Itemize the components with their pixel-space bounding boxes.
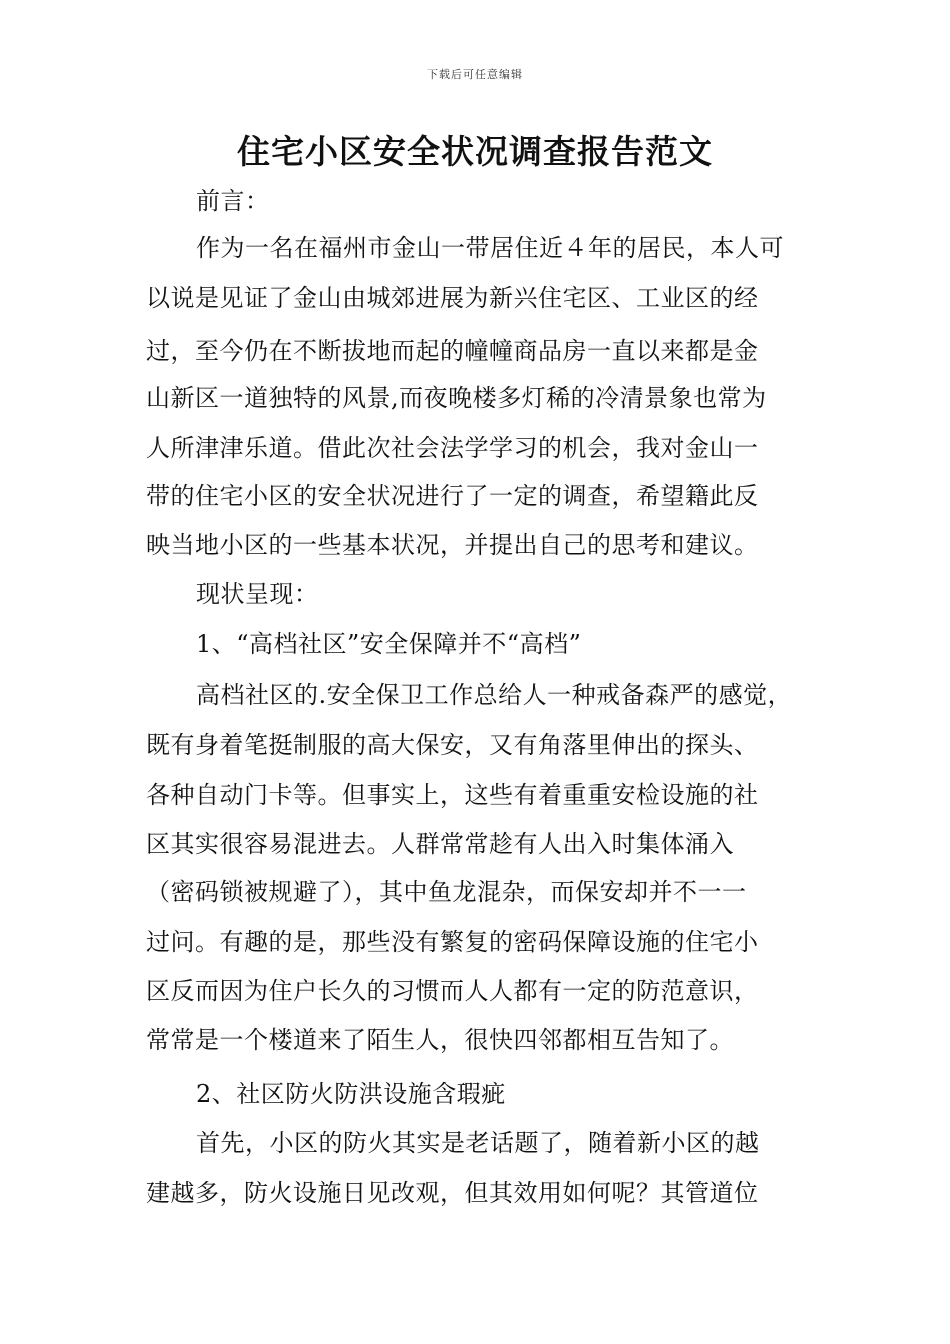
document-title: 住宅小区安全状况调查报告范文 bbox=[237, 132, 713, 171]
subsection-heading: 2、社区防火防洪设施含瑕疵 bbox=[196, 1080, 506, 1108]
header-note: 下载后可任意编辑 bbox=[427, 68, 523, 81]
paragraph-line: （密码锁被规避了），其中鱼龙混杂，而保安却并不一一 bbox=[146, 878, 747, 906]
paragraph-line: 既有身着笔挺制服的高大保安，又有角落里伸出的探头、 bbox=[146, 731, 759, 759]
section-heading: 现状呈现： bbox=[196, 580, 319, 608]
paragraph-line: 首先，小区的防火其实是老话题了，随着新小区的越 bbox=[196, 1129, 760, 1157]
paragraph-line: 带的住宅小区的安全状况进行了一定的调查，希望籍此反 bbox=[146, 482, 759, 510]
paragraph-line: 映当地小区的一些基本状况，并提出自己的思考和建议。 bbox=[146, 531, 759, 559]
paragraph-line: 山新区一道独特的风景,而夜晚楼多灯稀的冷清景象也常为 bbox=[146, 384, 767, 412]
paragraph-line: 前言： bbox=[196, 187, 270, 215]
paragraph-line: 以说是见证了金山由城郊进展为新兴住宅区、工业区的经 bbox=[146, 284, 759, 312]
paragraph-line: 各种自动门卡等。但事实上，这些有着重重安检设施的社 bbox=[146, 781, 759, 809]
paragraph-line: 过，至今仍在不断拔地而起的幢幢商品房一直以来都是金 bbox=[146, 337, 759, 365]
paragraph-line: 区反而因为住户长久的习惯而人人都有一定的防范意识， bbox=[146, 977, 759, 1005]
paragraph-line: 建越多，防火设施日见改观，但其效用如何呢？其管道位 bbox=[146, 1179, 759, 1207]
paragraph-line: 高档社区的.安全保卫工作总给人一种戒备森严的感觉， bbox=[196, 681, 793, 709]
subsection-heading: 1、“高档社区”安全保障并不“高档” bbox=[196, 630, 582, 658]
paragraph-line: 人所津津乐道。借此次社会法学学习的机会，我对金山一 bbox=[146, 434, 759, 462]
paragraph-line: 作为一名在福州市金山一带居住近４年的居民，本人可 bbox=[196, 234, 784, 262]
paragraph-line: 过问。有趣的是，那些没有繁复的密码保障设施的住宅小 bbox=[146, 928, 759, 956]
paragraph-line: 常常是一个楼道来了陌生人，很快四邻都相互告知了。 bbox=[146, 1026, 734, 1054]
paragraph-line: 区其实很容易混进去。人群常常趁有人出入时集体涌入 bbox=[146, 830, 734, 858]
